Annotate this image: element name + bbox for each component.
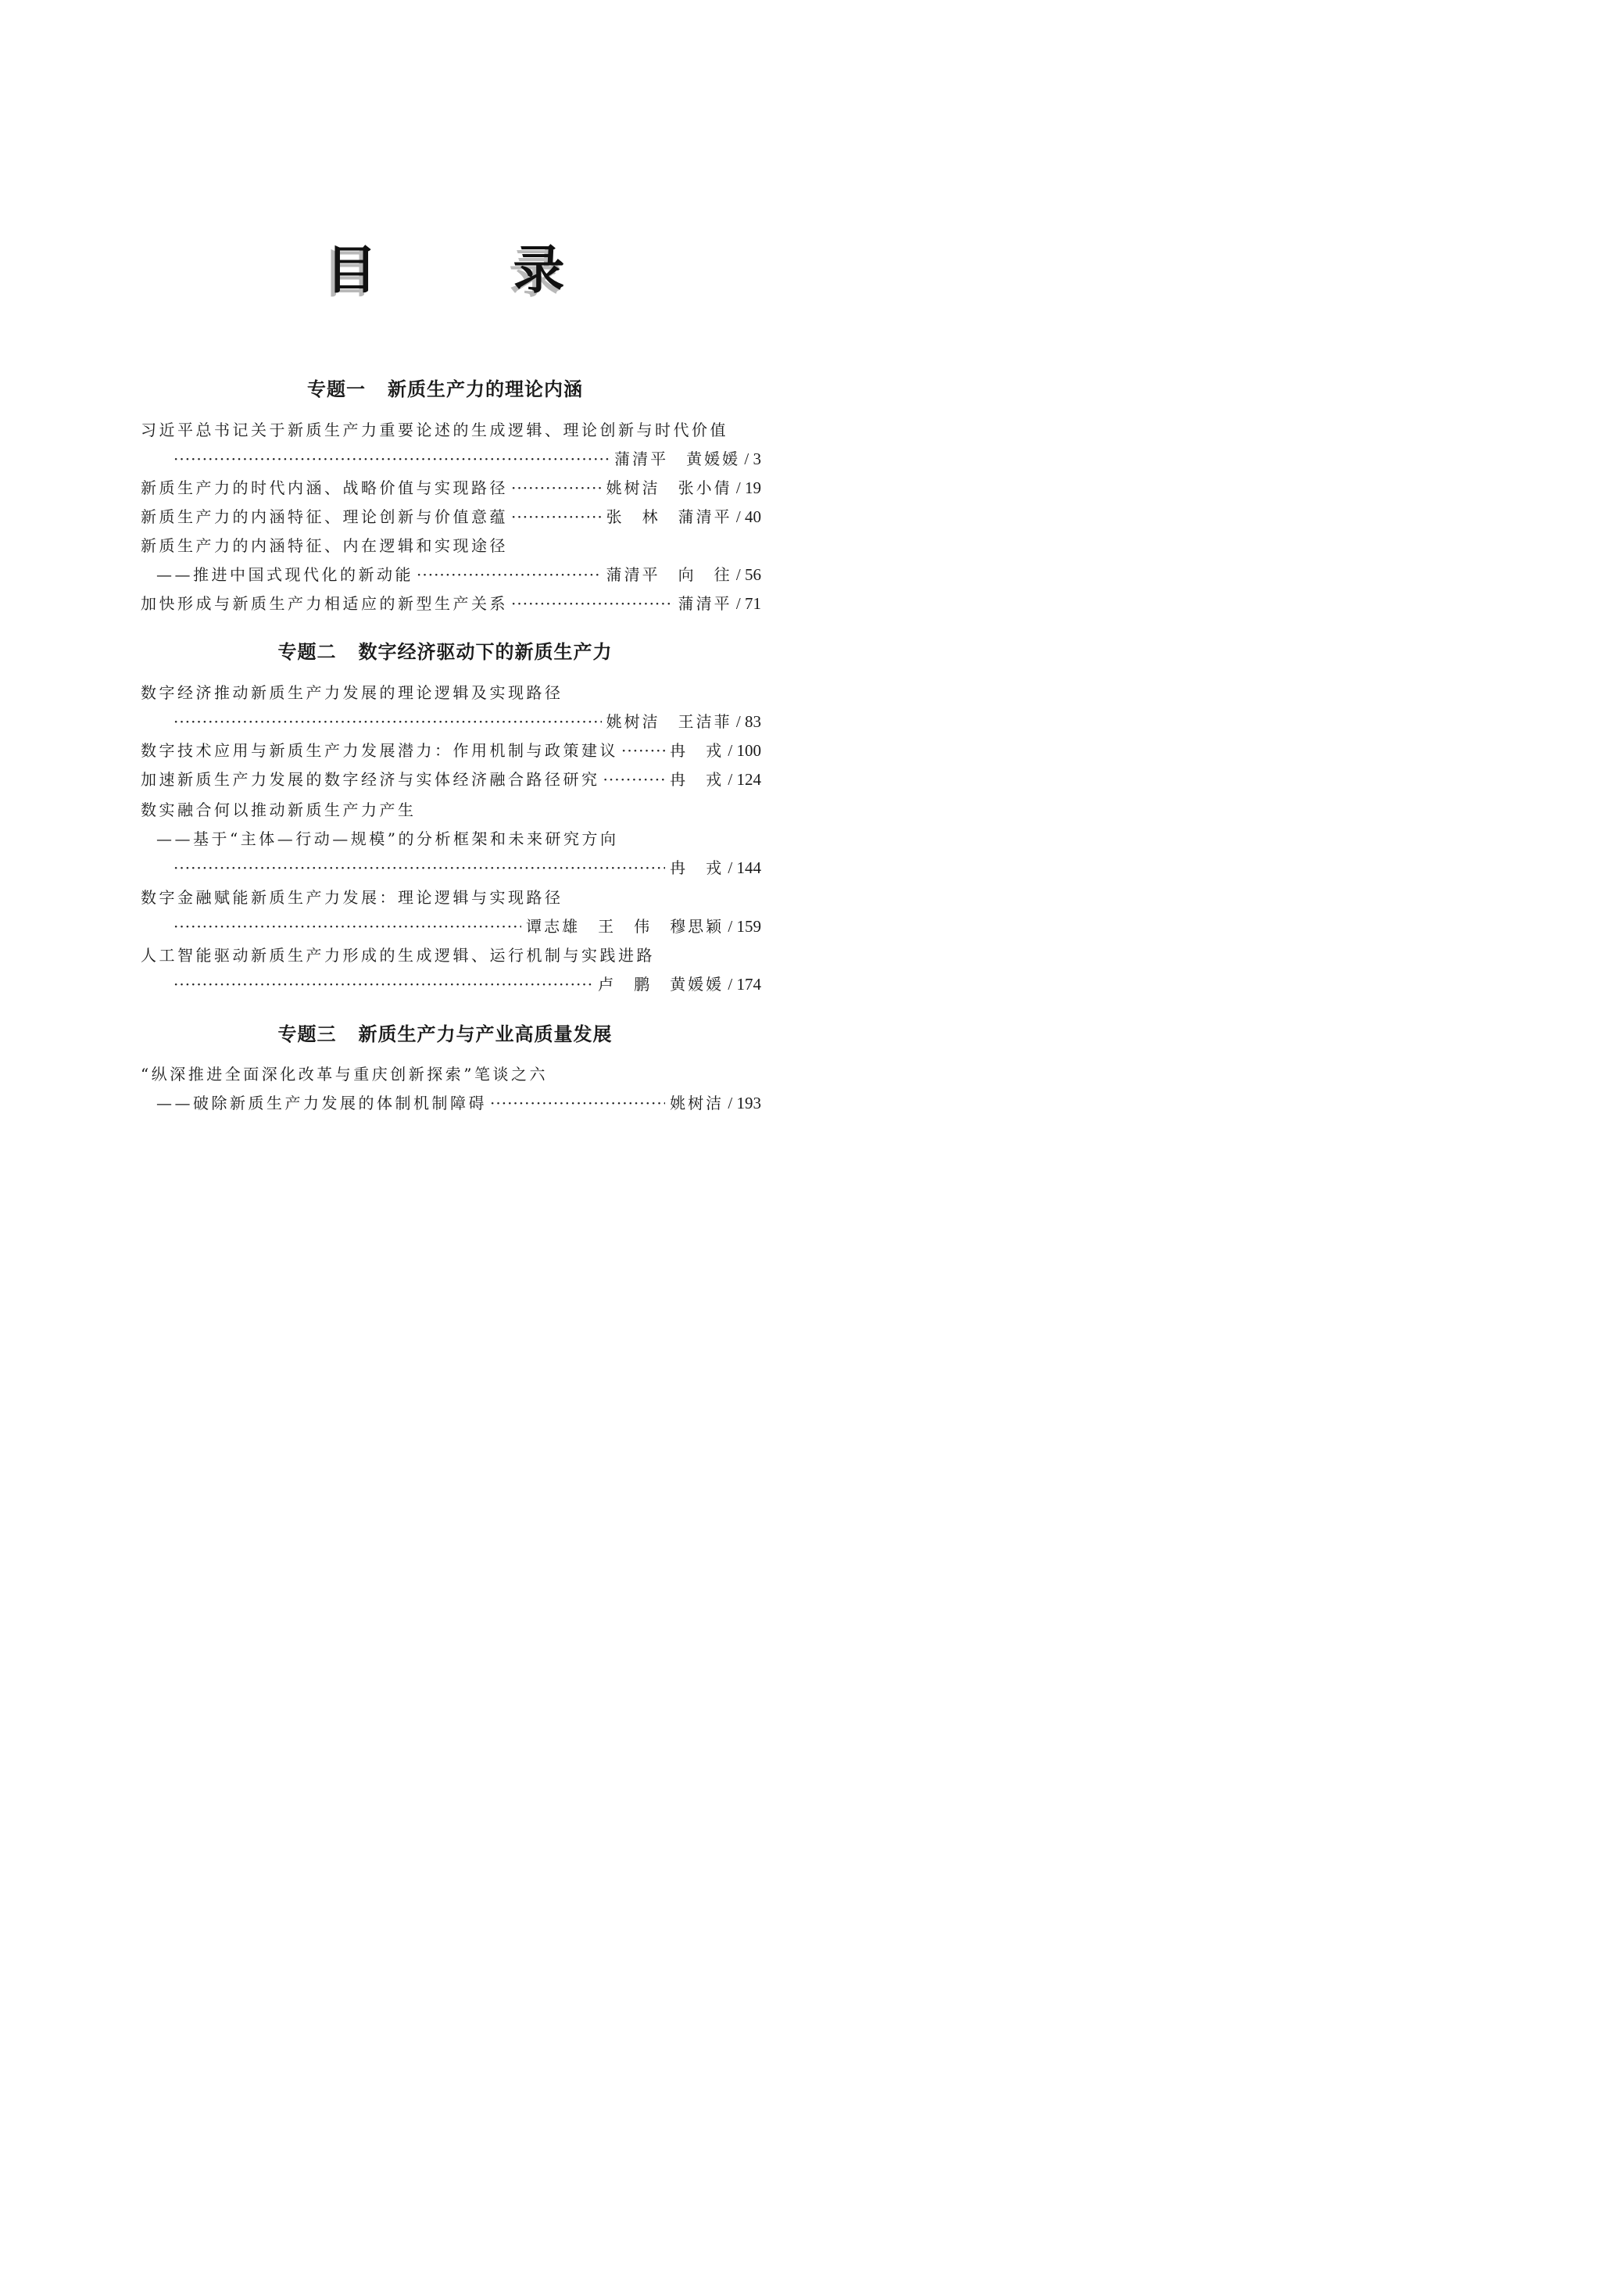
toc-entry[interactable] — [141, 739, 761, 762]
page-separator: / — [728, 741, 733, 760]
page-number: 144 — [736, 858, 761, 877]
page-separator: / — [735, 565, 741, 584]
page-number: 40 — [745, 507, 761, 526]
article-authors: 姚树洁 — [670, 1094, 724, 1112]
leader-dots — [511, 476, 602, 500]
section-heading-1 — [0, 374, 890, 401]
article-title: 数实融合何以推动新质生产力产生 — [141, 801, 417, 819]
article-subtitle: ——破除新质生产力发展的体制机制障碍 — [156, 1094, 487, 1112]
article-authors: 冉 戎 — [670, 770, 724, 789]
page-separator: / — [735, 478, 741, 497]
toc-entry[interactable] — [141, 768, 761, 791]
page-separator: / — [744, 450, 749, 468]
toc-entry[interactable] — [141, 476, 761, 500]
article-authors: 蒲清平 向 往 — [606, 565, 732, 584]
page-separator: / — [728, 770, 733, 789]
leader-dots — [173, 915, 521, 938]
article-title: 新质生产力的内涵特征、内在逻辑和实现途径 — [141, 536, 508, 555]
leader-dots — [173, 856, 665, 879]
article-title: 加速新质生产力发展的数字经济与实体经济融合路径研究 — [141, 770, 600, 789]
page-separator: / — [735, 712, 741, 731]
page-separator: / — [735, 594, 741, 613]
page-separator: / — [728, 917, 733, 936]
section-label: 专题三 — [277, 1023, 337, 1045]
page-number: 124 — [736, 770, 761, 789]
leader-dots — [173, 447, 610, 471]
article-authors: 冉 戎 — [670, 858, 724, 877]
article-title: 数字经济推动新质生产力发展的理论逻辑及实现路径 — [141, 683, 563, 702]
page-separator: / — [735, 507, 741, 526]
article-subtitle: ——基于“主体—行动—规模”的分析框架和未来研究方向 — [156, 829, 619, 848]
toc-entry[interactable] — [141, 592, 761, 615]
toc-entry[interactable] — [156, 1091, 761, 1115]
page-separator: / — [728, 975, 733, 994]
page-number: 159 — [736, 917, 761, 936]
leader-dots — [621, 739, 665, 762]
page-separator: / — [728, 1094, 733, 1112]
article-title: 人工智能驱动新质生产力形成的生成逻辑、运行机制与实践进路 — [141, 946, 655, 965]
page-number: 83 — [745, 712, 761, 731]
toc-entry[interactable] — [170, 915, 761, 938]
toc-entry[interactable] — [170, 973, 761, 996]
section-name: 新质生产力与产业高质量发展 — [358, 1023, 613, 1045]
article-subtitle: ——推进中国式现代化的新动能 — [156, 565, 413, 584]
article-title: 数字技术应用与新质生产力发展潜力：作用机制与政策建议 — [141, 741, 618, 760]
page-number: 19 — [745, 478, 761, 497]
section-name: 数字经济驱动下的新质生产力 — [358, 641, 613, 663]
leader-dots — [173, 710, 602, 733]
leader-dots — [603, 768, 666, 791]
section-name: 新质生产力的理论内涵 — [388, 378, 583, 400]
toc-title: 目 录 — [325, 240, 607, 300]
section-heading-3 — [0, 1019, 890, 1046]
leader-dots — [417, 563, 602, 586]
page-number: 193 — [736, 1094, 761, 1112]
leader-dots — [511, 505, 602, 528]
article-authors: 蒲清平 — [678, 594, 732, 613]
article-authors: 姚树洁 王洁菲 — [606, 712, 732, 731]
article-title: 习近平总书记关于新质生产力重要论述的生成逻辑、理论创新与时代价值 — [141, 421, 728, 439]
toc-entry[interactable] — [141, 505, 761, 528]
page-number: 174 — [736, 975, 761, 994]
leader-dots — [511, 592, 674, 615]
article-authors: 卢 鹏 黄媛媛 — [598, 975, 724, 994]
section-label: 专题一 — [307, 378, 366, 400]
toc-entry[interactable] — [170, 856, 761, 879]
toc-page — [0, 0, 890, 1245]
leader-dots — [173, 973, 593, 996]
toc-entry[interactable] — [170, 447, 761, 471]
page-separator: / — [728, 858, 733, 877]
article-authors: 谭志雄 王 伟 穆思颖 — [526, 917, 724, 936]
page-number: 71 — [745, 594, 761, 613]
toc-entry[interactable] — [156, 563, 761, 586]
section-label: 专题二 — [277, 641, 337, 663]
article-authors: 冉 戎 — [670, 741, 724, 760]
article-title: 新质生产力的时代内涵、战略价值与实现路径 — [141, 478, 508, 497]
article-title: 新质生产力的内涵特征、理论创新与价值意蕴 — [141, 507, 508, 526]
section-heading-2 — [0, 636, 890, 664]
page-number: 100 — [736, 741, 761, 760]
article-title: “纵深推进全面深化改革与重庆创新探索”笔谈之六 — [141, 1065, 548, 1084]
page-number: 56 — [745, 565, 761, 584]
article-authors: 姚树洁 张小倩 — [606, 478, 732, 497]
toc-entry[interactable] — [170, 710, 761, 733]
article-authors: 蒲清平 黄媛媛 — [614, 450, 741, 468]
leader-dots — [490, 1091, 665, 1115]
article-title: 数字金融赋能新质生产力发展：理论逻辑与实现路径 — [141, 888, 563, 907]
article-authors: 张 林 蒲清平 — [606, 507, 732, 526]
article-title: 加快形成与新质生产力相适应的新型生产关系 — [141, 594, 508, 613]
page-number: 3 — [753, 450, 761, 468]
